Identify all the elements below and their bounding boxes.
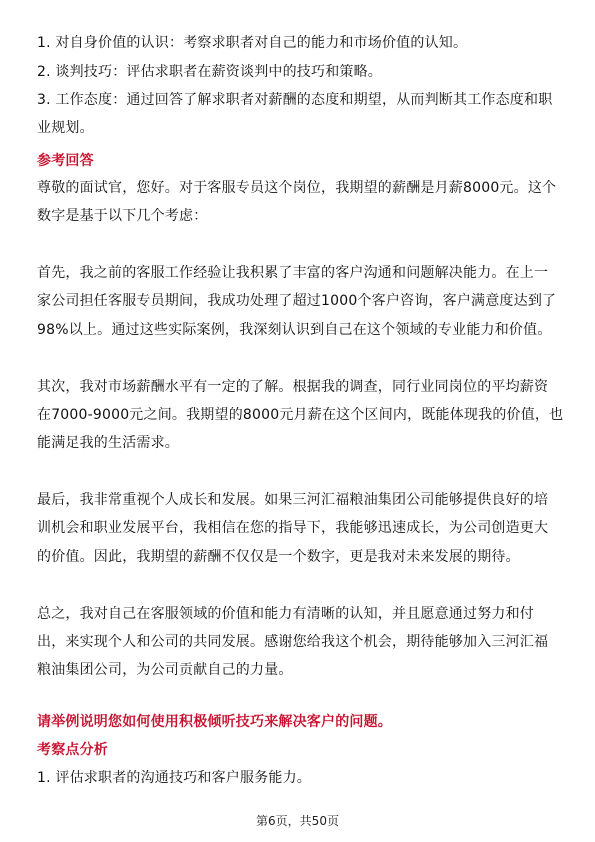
intro-point-3: 3. 工作态度：通过回答了解求职者对薪酬的态度和期望，从而判断其工作态度和职: [37, 92, 553, 108]
answer-paragraph-3-line-2: 在7000-9000元之间。我期望的8000元月薪在这个区间内，既能体现我的价值，也: [37, 407, 564, 423]
answer-paragraph-5-line-3: 粮油集团公司，为公司贡献自己的力量。: [37, 662, 293, 678]
answer-paragraph-2-line-3: 98%以上。通过这些实际案例，我深刻认识到自己在这个领域的专业能力和价值。: [37, 322, 552, 338]
answer-paragraph-5-line-2: 出，来实现个人和公司的共同发展。感谢您给我这个机会，期待能够加入三河汇福: [37, 634, 549, 650]
answer-paragraph-4-line-2: 训机会和职业发展平台，我相信在您的指导下，我能够迅速成长，为公司创造更大: [37, 520, 549, 536]
intro-point-3-continued: 业规划。: [37, 120, 94, 136]
reference-answer-heading: 参考回答: [37, 153, 94, 169]
page-number: 第6页，共50页: [256, 814, 339, 828]
answer-paragraph-2-line-2: 家公司担任客服专员期间，我成功处理了超过1000个客户咨询，客户满意度达到了: [37, 293, 557, 309]
answer-paragraph-3-line-1: 其次，我对市场薪酬水平有一定的了解。根据我的调查，同行业同岗位的平均薪资: [37, 379, 549, 395]
answer-paragraph-5-line-1: 总之，我对自己在客服领域的价值和能力有清晰的认知，并且愿意通过努力和付: [37, 606, 534, 622]
answer-paragraph-4-line-3: 的价值。因此，我期望的薪酬不仅仅是一个数字，更是我对未来发展的期待。: [37, 549, 520, 565]
analysis-heading: 考察点分析: [37, 742, 108, 758]
question-heading: 请举例说明您如何使用积极倾听技巧来解决客户的问题。: [37, 714, 392, 730]
answer-paragraph-2-line-1: 首先，我之前的客服工作经验让我积累了丰富的客户沟通和问题解决能力。在上一: [37, 265, 549, 281]
analysis-point-1: 1. 评估求职者的沟通技巧和客户服务能力。: [37, 770, 312, 786]
answer-paragraph-1-line-2: 数字是基于以下几个考虑：: [37, 208, 208, 224]
intro-point-2: 2. 谈判技巧：评估求职者在薪资谈判中的技巧和策略。: [37, 64, 383, 80]
intro-point-1: 1. 对自身价值的认识：考察求职者对自己的能力和市场价值的认知。: [37, 35, 468, 51]
answer-paragraph-1-line-1: 尊敬的面试官，您好。对于客服专员这个岗位，我期望的薪酬是月薪8000元。这个: [37, 180, 557, 196]
answer-paragraph-4-line-1: 最后，我非常重视个人成长和发展。如果三河汇福粮油集团公司能够提供良好的培: [37, 492, 549, 508]
answer-paragraph-3-line-3: 能满足我的生活需求。: [37, 435, 179, 451]
